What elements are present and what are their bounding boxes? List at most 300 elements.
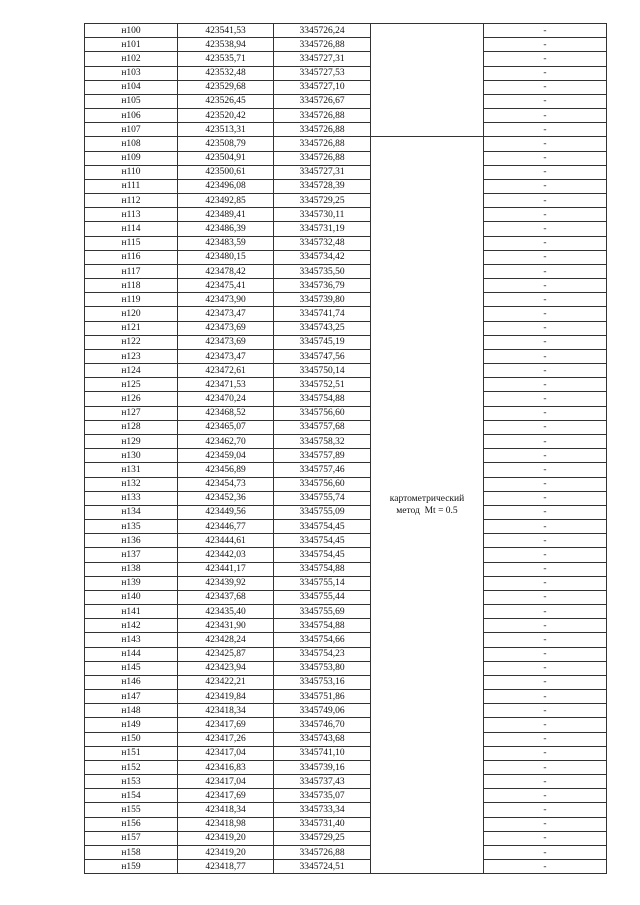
accuracy-cell: - — [484, 250, 607, 264]
x-coordinate-cell: 423473,47 — [178, 349, 274, 363]
x-coordinate-cell: 423526,45 — [178, 94, 274, 108]
y-coordinate-cell: 3345745,19 — [274, 335, 371, 349]
table-row — [85, 845, 607, 859]
y-coordinate-cell: 3345732,48 — [274, 236, 371, 250]
table-row — [85, 718, 607, 732]
accuracy-cell: - — [484, 845, 607, 859]
y-coordinate-cell: 3345758,32 — [274, 434, 371, 448]
accuracy-cell: - — [484, 349, 607, 363]
table-row — [85, 463, 607, 477]
point-name-cell: н122 — [85, 335, 178, 349]
table-row — [85, 109, 607, 123]
point-name-cell: н129 — [85, 434, 178, 448]
y-coordinate-cell: 3345750,14 — [274, 364, 371, 378]
x-coordinate-cell: 423478,42 — [178, 264, 274, 278]
table-row — [85, 449, 607, 463]
table-row — [85, 52, 607, 66]
table-row — [85, 38, 607, 52]
table-row — [85, 860, 607, 874]
point-name-cell: н105 — [85, 94, 178, 108]
x-coordinate-cell: 423418,77 — [178, 860, 274, 874]
point-name-cell: н145 — [85, 661, 178, 675]
y-coordinate-cell: 3345755,69 — [274, 605, 371, 619]
accuracy-cell: - — [484, 675, 607, 689]
y-coordinate-cell: 3345731,19 — [274, 222, 371, 236]
coordinates-table-body — [85, 24, 607, 874]
table-row — [85, 789, 607, 803]
x-coordinate-cell: 423449,56 — [178, 505, 274, 519]
accuracy-cell: - — [484, 477, 607, 491]
table-row — [85, 619, 607, 633]
table-row — [85, 562, 607, 576]
y-coordinate-cell: 3345743,25 — [274, 321, 371, 335]
x-coordinate-cell: 423446,77 — [178, 520, 274, 534]
accuracy-cell: - — [484, 208, 607, 222]
y-coordinate-cell: 3345728,39 — [274, 179, 371, 193]
table-row — [85, 590, 607, 604]
x-coordinate-cell: 423468,52 — [178, 406, 274, 420]
method-line-1: картометрический — [389, 494, 465, 505]
y-coordinate-cell: 3345754,23 — [274, 647, 371, 661]
x-coordinate-cell: 423416,83 — [178, 760, 274, 774]
table-row — [85, 208, 607, 222]
table-row — [85, 194, 607, 208]
x-coordinate-cell: 423473,69 — [178, 321, 274, 335]
table-row — [85, 491, 607, 505]
table-row — [85, 576, 607, 590]
accuracy-cell: - — [484, 279, 607, 293]
accuracy-cell: - — [484, 434, 607, 448]
accuracy-cell: - — [484, 109, 607, 123]
y-coordinate-cell: 3345739,80 — [274, 293, 371, 307]
point-name-cell: н106 — [85, 109, 178, 123]
y-coordinate-cell: 3345726,24 — [274, 24, 371, 38]
x-coordinate-cell: 423417,04 — [178, 775, 274, 789]
point-name-cell: н146 — [85, 675, 178, 689]
method-line-2: метод Mt = 0.5 — [396, 506, 458, 517]
point-name-cell: н123 — [85, 349, 178, 363]
x-coordinate-cell: 423489,41 — [178, 208, 274, 222]
accuracy-cell: - — [484, 264, 607, 278]
point-name-cell: н148 — [85, 704, 178, 718]
table-row — [85, 675, 607, 689]
point-name-cell: н130 — [85, 449, 178, 463]
y-coordinate-cell: 3345734,42 — [274, 250, 371, 264]
y-coordinate-cell: 3345739,16 — [274, 760, 371, 774]
y-coordinate-cell: 3345737,43 — [274, 775, 371, 789]
x-coordinate-cell: 423535,71 — [178, 52, 274, 66]
point-name-cell: н137 — [85, 548, 178, 562]
point-name-cell: н141 — [85, 605, 178, 619]
x-coordinate-cell: 423417,69 — [178, 718, 274, 732]
point-name-cell: н114 — [85, 222, 178, 236]
y-coordinate-cell: 3345729,25 — [274, 194, 371, 208]
accuracy-cell: - — [484, 760, 607, 774]
point-name-cell: н128 — [85, 420, 178, 434]
accuracy-cell: - — [484, 520, 607, 534]
x-coordinate-cell: 423492,85 — [178, 194, 274, 208]
point-name-cell: н151 — [85, 746, 178, 760]
point-name-cell: н117 — [85, 264, 178, 278]
accuracy-cell: - — [484, 704, 607, 718]
table-row — [85, 505, 607, 519]
accuracy-cell: - — [484, 236, 607, 250]
accuracy-cell: - — [484, 321, 607, 335]
x-coordinate-cell: 423459,04 — [178, 449, 274, 463]
accuracy-cell: - — [484, 24, 607, 38]
accuracy-cell: - — [484, 307, 607, 321]
table-row — [85, 236, 607, 250]
x-coordinate-cell: 423439,92 — [178, 576, 274, 590]
y-coordinate-cell: 3345755,74 — [274, 491, 371, 505]
point-name-cell: н136 — [85, 534, 178, 548]
y-coordinate-cell: 3345727,53 — [274, 66, 371, 80]
table-row — [85, 364, 607, 378]
method-cell-empty — [371, 24, 484, 137]
accuracy-cell: - — [484, 661, 607, 675]
point-name-cell: н101 — [85, 38, 178, 52]
table-row — [85, 165, 607, 179]
x-coordinate-cell: 423456,89 — [178, 463, 274, 477]
x-coordinate-cell: 423508,79 — [178, 137, 274, 151]
accuracy-cell: - — [484, 80, 607, 94]
accuracy-cell: - — [484, 449, 607, 463]
x-coordinate-cell: 423473,47 — [178, 307, 274, 321]
table-row — [85, 534, 607, 548]
accuracy-cell: - — [484, 548, 607, 562]
x-coordinate-cell: 423462,70 — [178, 434, 274, 448]
point-name-cell: н156 — [85, 817, 178, 831]
x-coordinate-cell: 423473,69 — [178, 335, 274, 349]
y-coordinate-cell: 3345729,25 — [274, 831, 371, 845]
accuracy-cell: - — [484, 137, 607, 151]
point-name-cell: н155 — [85, 803, 178, 817]
x-coordinate-cell: 423486,39 — [178, 222, 274, 236]
table-row — [85, 760, 607, 774]
accuracy-cell: - — [484, 463, 607, 477]
point-name-cell: н125 — [85, 378, 178, 392]
table-row — [85, 520, 607, 534]
point-name-cell: н113 — [85, 208, 178, 222]
table-row — [85, 732, 607, 746]
x-coordinate-cell: 423418,98 — [178, 817, 274, 831]
point-name-cell: н147 — [85, 690, 178, 704]
accuracy-cell: - — [484, 803, 607, 817]
table-row — [85, 222, 607, 236]
point-name-cell: н142 — [85, 619, 178, 633]
accuracy-cell: - — [484, 817, 607, 831]
table-row — [85, 24, 607, 38]
point-name-cell: н158 — [85, 845, 178, 859]
table-row — [85, 307, 607, 321]
y-coordinate-cell: 3345757,68 — [274, 420, 371, 434]
accuracy-cell: - — [484, 52, 607, 66]
y-coordinate-cell: 3345756,60 — [274, 406, 371, 420]
y-coordinate-cell: 3345749,06 — [274, 704, 371, 718]
accuracy-cell: - — [484, 194, 607, 208]
point-name-cell: н121 — [85, 321, 178, 335]
y-coordinate-cell: 3345754,45 — [274, 520, 371, 534]
x-coordinate-cell: 423504,91 — [178, 151, 274, 165]
accuracy-cell: - — [484, 335, 607, 349]
x-coordinate-cell: 423454,73 — [178, 477, 274, 491]
accuracy-cell: - — [484, 590, 607, 604]
x-coordinate-cell: 423532,48 — [178, 66, 274, 80]
accuracy-cell: - — [484, 392, 607, 406]
point-name-cell: н144 — [85, 647, 178, 661]
y-coordinate-cell: 3345756,60 — [274, 477, 371, 491]
x-coordinate-cell: 423529,68 — [178, 80, 274, 94]
y-coordinate-cell: 3345747,56 — [274, 349, 371, 363]
y-coordinate-cell: 3345754,88 — [274, 619, 371, 633]
point-name-cell: н132 — [85, 477, 178, 491]
x-coordinate-cell: 423513,31 — [178, 123, 274, 137]
accuracy-cell: - — [484, 165, 607, 179]
table-row — [85, 137, 607, 151]
table-row — [85, 647, 607, 661]
point-name-cell: н112 — [85, 194, 178, 208]
point-name-cell: н152 — [85, 760, 178, 774]
y-coordinate-cell: 3345735,50 — [274, 264, 371, 278]
x-coordinate-cell: 423418,34 — [178, 704, 274, 718]
table-row — [85, 633, 607, 647]
table-row — [85, 321, 607, 335]
y-coordinate-cell: 3345741,10 — [274, 746, 371, 760]
y-coordinate-cell: 3345727,10 — [274, 80, 371, 94]
point-name-cell: н157 — [85, 831, 178, 845]
x-coordinate-cell: 423475,41 — [178, 279, 274, 293]
accuracy-cell: - — [484, 123, 607, 137]
table-row — [85, 661, 607, 675]
y-coordinate-cell: 3345752,51 — [274, 378, 371, 392]
y-coordinate-cell: 3345733,34 — [274, 803, 371, 817]
y-coordinate-cell: 3345730,11 — [274, 208, 371, 222]
x-coordinate-cell: 423442,03 — [178, 548, 274, 562]
y-coordinate-cell: 3345726,88 — [274, 38, 371, 52]
table-row — [85, 406, 607, 420]
x-coordinate-cell: 423441,17 — [178, 562, 274, 576]
table-row — [85, 831, 607, 845]
point-name-cell: н120 — [85, 307, 178, 321]
x-coordinate-cell: 423425,87 — [178, 647, 274, 661]
table-row — [85, 335, 607, 349]
x-coordinate-cell: 423437,68 — [178, 590, 274, 604]
x-coordinate-cell: 423471,53 — [178, 378, 274, 392]
table-row — [85, 123, 607, 137]
accuracy-cell: - — [484, 94, 607, 108]
y-coordinate-cell: 3345755,44 — [274, 590, 371, 604]
point-name-cell: н126 — [85, 392, 178, 406]
table-row — [85, 378, 607, 392]
point-name-cell: н134 — [85, 505, 178, 519]
accuracy-cell: - — [484, 151, 607, 165]
accuracy-cell: - — [484, 718, 607, 732]
x-coordinate-cell: 423431,90 — [178, 619, 274, 633]
x-coordinate-cell: 423435,40 — [178, 605, 274, 619]
y-coordinate-cell: 3345731,40 — [274, 817, 371, 831]
point-name-cell: н103 — [85, 66, 178, 80]
accuracy-cell: - — [484, 378, 607, 392]
point-name-cell: н111 — [85, 179, 178, 193]
accuracy-cell: - — [484, 562, 607, 576]
x-coordinate-cell: 423422,21 — [178, 675, 274, 689]
y-coordinate-cell: 3345743,68 — [274, 732, 371, 746]
table-row — [85, 392, 607, 406]
x-coordinate-cell: 423419,84 — [178, 690, 274, 704]
table-row — [85, 279, 607, 293]
accuracy-cell: - — [484, 364, 607, 378]
accuracy-cell: - — [484, 746, 607, 760]
point-name-cell: н119 — [85, 293, 178, 307]
table-row — [85, 179, 607, 193]
y-coordinate-cell: 3345757,89 — [274, 449, 371, 463]
accuracy-cell: - — [484, 789, 607, 803]
point-name-cell: н104 — [85, 80, 178, 94]
accuracy-cell: - — [484, 647, 607, 661]
accuracy-cell: - — [484, 619, 607, 633]
y-coordinate-cell: 3345751,86 — [274, 690, 371, 704]
x-coordinate-cell: 423417,69 — [178, 789, 274, 803]
table-row — [85, 434, 607, 448]
accuracy-cell: - — [484, 633, 607, 647]
x-coordinate-cell: 423472,61 — [178, 364, 274, 378]
y-coordinate-cell: 3345727,31 — [274, 52, 371, 66]
point-name-cell: н139 — [85, 576, 178, 590]
x-coordinate-cell: 423419,20 — [178, 845, 274, 859]
x-coordinate-cell: 423500,61 — [178, 165, 274, 179]
table-row — [85, 690, 607, 704]
y-coordinate-cell: 3345726,67 — [274, 94, 371, 108]
accuracy-cell: - — [484, 491, 607, 505]
accuracy-cell: - — [484, 179, 607, 193]
accuracy-cell: - — [484, 576, 607, 590]
accuracy-cell: - — [484, 406, 607, 420]
y-coordinate-cell: 3345726,88 — [274, 137, 371, 151]
y-coordinate-cell: 3345724,51 — [274, 860, 371, 874]
y-coordinate-cell: 3345755,14 — [274, 576, 371, 590]
table-row — [85, 80, 607, 94]
table-row — [85, 477, 607, 491]
x-coordinate-cell: 423538,94 — [178, 38, 274, 52]
x-coordinate-cell: 423483,59 — [178, 236, 274, 250]
point-name-cell: н102 — [85, 52, 178, 66]
x-coordinate-cell: 423541,53 — [178, 24, 274, 38]
table-row — [85, 293, 607, 307]
point-name-cell: н110 — [85, 165, 178, 179]
table-row — [85, 250, 607, 264]
x-coordinate-cell: 423520,42 — [178, 109, 274, 123]
table-row — [85, 151, 607, 165]
y-coordinate-cell: 3345735,07 — [274, 789, 371, 803]
point-name-cell: н150 — [85, 732, 178, 746]
y-coordinate-cell: 3345754,45 — [274, 534, 371, 548]
x-coordinate-cell: 423444,61 — [178, 534, 274, 548]
table-row — [85, 775, 607, 789]
x-coordinate-cell: 423496,08 — [178, 179, 274, 193]
x-coordinate-cell: 423473,90 — [178, 293, 274, 307]
point-name-cell: н149 — [85, 718, 178, 732]
x-coordinate-cell: 423419,20 — [178, 831, 274, 845]
x-coordinate-cell: 423417,26 — [178, 732, 274, 746]
x-coordinate-cell: 423428,24 — [178, 633, 274, 647]
accuracy-cell: - — [484, 690, 607, 704]
point-name-cell: н159 — [85, 860, 178, 874]
point-name-cell: н116 — [85, 250, 178, 264]
y-coordinate-cell: 3345753,80 — [274, 661, 371, 675]
point-name-cell: н154 — [85, 789, 178, 803]
point-name-cell: н109 — [85, 151, 178, 165]
table-row — [85, 803, 607, 817]
point-name-cell: н135 — [85, 520, 178, 534]
point-name-cell: н143 — [85, 633, 178, 647]
point-name-cell: н107 — [85, 123, 178, 137]
accuracy-cell: - — [484, 505, 607, 519]
accuracy-cell: - — [484, 222, 607, 236]
point-name-cell: н118 — [85, 279, 178, 293]
point-name-cell: н131 — [85, 463, 178, 477]
accuracy-cell: - — [484, 860, 607, 874]
y-coordinate-cell: 3345726,88 — [274, 151, 371, 165]
point-name-cell: н140 — [85, 590, 178, 604]
method-cell — [371, 137, 484, 874]
y-coordinate-cell: 3345726,88 — [274, 109, 371, 123]
y-coordinate-cell: 3345757,46 — [274, 463, 371, 477]
accuracy-cell: - — [484, 732, 607, 746]
table-row — [85, 548, 607, 562]
point-name-cell: н100 — [85, 24, 178, 38]
x-coordinate-cell: 423423,94 — [178, 661, 274, 675]
y-coordinate-cell: 3345741,74 — [274, 307, 371, 321]
accuracy-cell: - — [484, 420, 607, 434]
y-coordinate-cell: 3345754,88 — [274, 562, 371, 576]
y-coordinate-cell: 3345755,09 — [274, 505, 371, 519]
y-coordinate-cell: 3345746,70 — [274, 718, 371, 732]
table-row — [85, 420, 607, 434]
table-row — [85, 704, 607, 718]
table-row — [85, 94, 607, 108]
table-row — [85, 746, 607, 760]
accuracy-cell: - — [484, 66, 607, 80]
accuracy-cell: - — [484, 775, 607, 789]
coordinates-table — [84, 23, 607, 874]
x-coordinate-cell: 423452,36 — [178, 491, 274, 505]
accuracy-cell: - — [484, 38, 607, 52]
accuracy-cell: - — [484, 293, 607, 307]
point-name-cell: н133 — [85, 491, 178, 505]
table-row — [85, 66, 607, 80]
point-name-cell: н153 — [85, 775, 178, 789]
y-coordinate-cell: 3345753,16 — [274, 675, 371, 689]
point-name-cell: н115 — [85, 236, 178, 250]
y-coordinate-cell: 3345736,79 — [274, 279, 371, 293]
y-coordinate-cell: 3345726,88 — [274, 845, 371, 859]
x-coordinate-cell: 423465,07 — [178, 420, 274, 434]
x-coordinate-cell: 423470,24 — [178, 392, 274, 406]
accuracy-cell: - — [484, 534, 607, 548]
point-name-cell: н124 — [85, 364, 178, 378]
accuracy-cell: - — [484, 605, 607, 619]
y-coordinate-cell: 3345754,45 — [274, 548, 371, 562]
x-coordinate-cell: 423480,15 — [178, 250, 274, 264]
accuracy-cell: - — [484, 831, 607, 845]
table-row — [85, 349, 607, 363]
point-name-cell: н138 — [85, 562, 178, 576]
y-coordinate-cell: 3345727,31 — [274, 165, 371, 179]
point-name-cell: н108 — [85, 137, 178, 151]
table-row — [85, 264, 607, 278]
y-coordinate-cell: 3345754,66 — [274, 633, 371, 647]
y-coordinate-cell: 3345754,88 — [274, 392, 371, 406]
